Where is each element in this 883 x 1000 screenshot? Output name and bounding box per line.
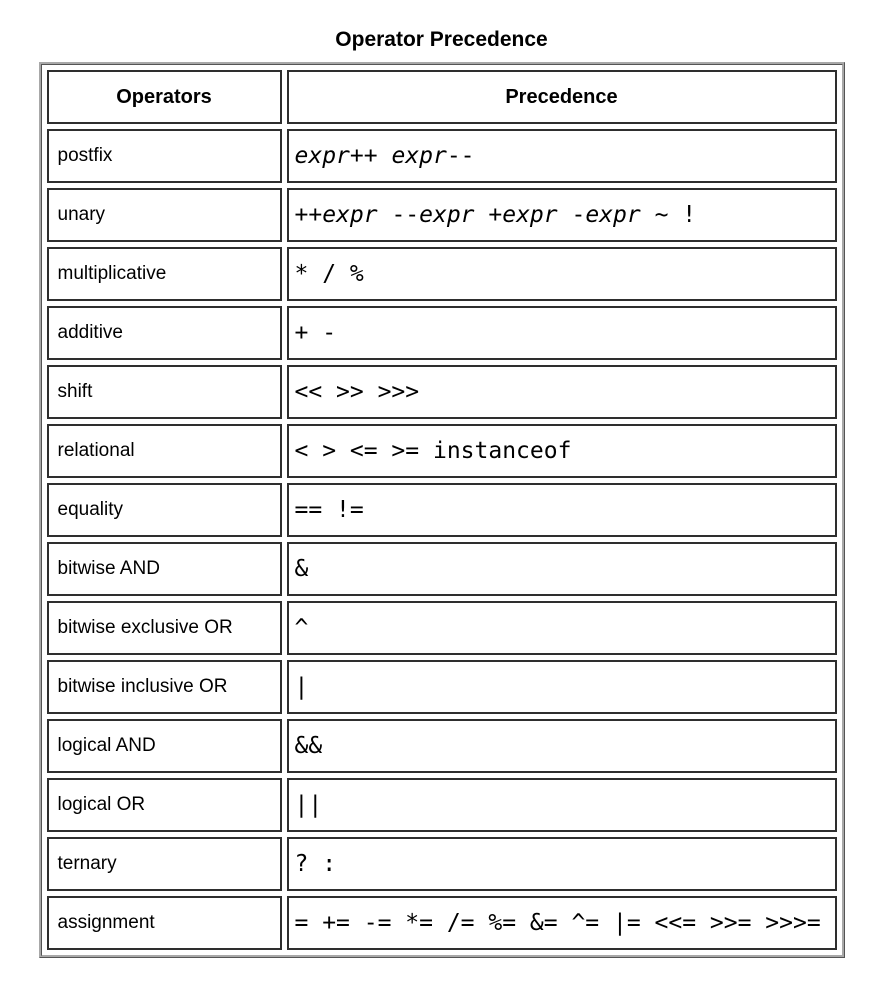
table-row — [47, 778, 837, 832]
precedence-cell — [287, 778, 837, 832]
precedence-cell — [287, 660, 837, 714]
operator-symbols: = += -= *= /= %= &= ^= |= <<= >>= >>>= — [294, 910, 821, 936]
operator-cell: logical OR — [47, 778, 282, 832]
expr-placeholder: expr — [322, 202, 378, 228]
operator-symbols: ~ ! — [640, 202, 697, 228]
operator-symbols: ? : — [294, 851, 337, 877]
operator-cell: bitwise AND — [47, 542, 282, 596]
operator-symbols: & — [294, 556, 309, 582]
operator-symbols: -- — [377, 202, 420, 228]
operator-symbols: | — [294, 674, 309, 700]
column-header-operators: Operators — [47, 70, 282, 124]
column-header-precedence: Precedence — [287, 70, 837, 124]
precedence-cell — [287, 896, 837, 950]
operator-cell: equality — [47, 483, 282, 537]
operator-cell: assignment — [47, 896, 282, 950]
operator-symbols: + - — [294, 320, 337, 346]
operator-symbols: ++ — [349, 143, 392, 169]
table-row — [47, 896, 837, 950]
page-title: Operator Precedence — [335, 28, 548, 51]
table-row — [47, 719, 837, 773]
precedence-cell — [287, 719, 837, 773]
precedence-cell — [287, 483, 837, 537]
operator-symbols: ^ — [294, 615, 309, 641]
table-row — [47, 424, 837, 478]
table-row — [47, 365, 837, 419]
header-row — [47, 70, 837, 124]
operator-symbols: && — [294, 733, 323, 759]
operator-cell: bitwise inclusive OR — [47, 660, 282, 714]
precedence-cell — [287, 247, 837, 301]
operator-symbols: ++ — [294, 202, 323, 228]
expr-placeholder: expr — [502, 202, 558, 228]
operator-symbols: - — [557, 202, 586, 228]
operator-precedence-table — [39, 62, 845, 958]
table-row — [47, 837, 837, 891]
expr-placeholder: expr — [391, 143, 447, 169]
operator-cell: postfix — [47, 129, 282, 183]
precedence-cell — [287, 424, 837, 478]
operator-symbols: + — [474, 202, 503, 228]
table-row — [47, 247, 837, 301]
precedence-cell — [287, 365, 837, 419]
operator-cell: multiplicative — [47, 247, 282, 301]
table-row — [47, 188, 837, 242]
operator-cell: ternary — [47, 837, 282, 891]
operator-symbols: -- — [446, 143, 475, 169]
expr-placeholder: expr — [294, 143, 350, 169]
operator-symbols: << >> >>> — [294, 379, 420, 405]
table-row — [47, 129, 837, 183]
table-row — [47, 306, 837, 360]
expr-placeholder: expr — [585, 202, 641, 228]
operator-cell: additive — [47, 306, 282, 360]
operator-cell: unary — [47, 188, 282, 242]
operator-cell: relational — [47, 424, 282, 478]
table-row — [47, 542, 837, 596]
table-row — [47, 601, 837, 655]
operator-cell: logical AND — [47, 719, 282, 773]
precedence-cell — [287, 837, 837, 891]
table-row — [47, 483, 837, 537]
operator-cell: bitwise exclusive OR — [47, 601, 282, 655]
table-row — [47, 660, 837, 714]
table-body — [47, 129, 837, 950]
operator-symbols: * / % — [294, 261, 364, 287]
expr-placeholder: expr — [419, 202, 475, 228]
precedence-cell — [287, 542, 837, 596]
operator-cell: shift — [47, 365, 282, 419]
operator-symbols: || — [294, 792, 323, 818]
operator-symbols: < > <= >= instanceof — [294, 438, 572, 464]
precedence-cell — [287, 129, 837, 183]
precedence-cell — [287, 601, 837, 655]
precedence-cell — [287, 306, 837, 360]
operator-symbols: == != — [294, 497, 364, 523]
precedence-cell — [287, 188, 837, 242]
